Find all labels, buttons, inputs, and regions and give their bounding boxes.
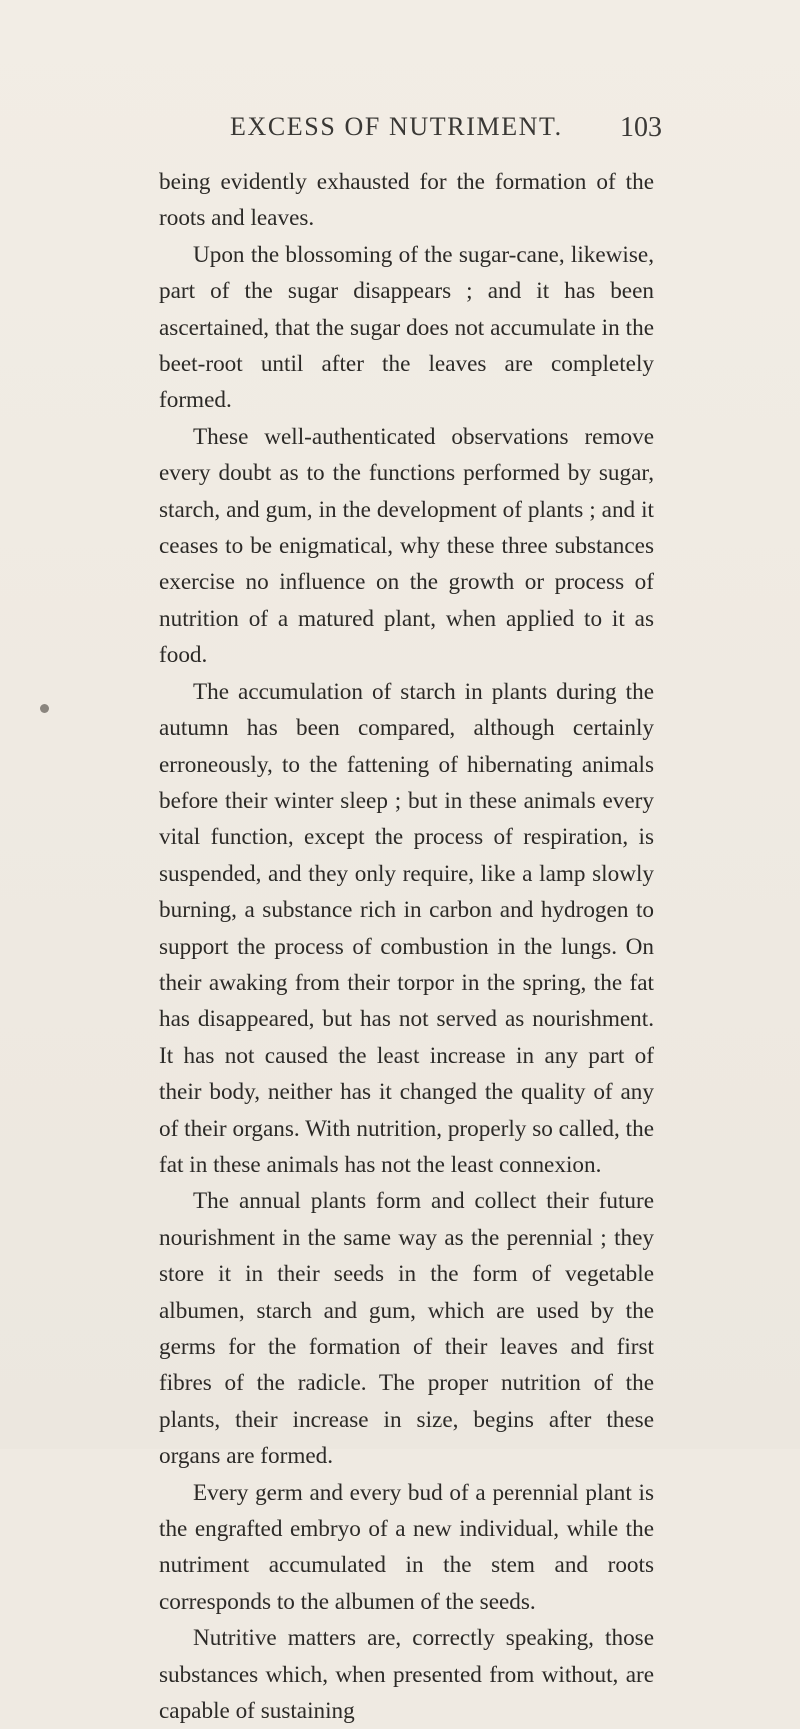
page-number: 103 [620,112,662,143]
paragraph: Upon the blossoming of the sugar-cane, likewise, part of the sugar disappears ; and it has been ascertained, that the sugar does not accumulate in the beet-root until after the leaves are completely formed. [159,241,654,414]
paragraph: The annual plants form and collect their future nourishment in the same way as the perennial ; they store it in their seeds in the form of vegetable albumen, starch and gum, which are used by the germs for the formation of their leaves and first fibres of the radicle. The proper nutrition of the plants, their increase in size, begins after these organs are formed. [159,1188,654,1470]
paragraph: These well-authenticated observations remove every doubt as to the functions performed by sugar, starch, and gum, in the development of plants ; and it ceases to be enigmatical, why these three substances exercise no influence on the growth or process of nutrition of a matured plant, when applied to it as food. [159,423,654,669]
running-head: EXCESS OF NUTRIMENT. [230,112,563,141]
page-header [0,112,800,152]
paragraph: being evidently exhausted for the formation of the roots and leaves. [159,169,654,232]
paragraph: Every germ and every bud of a perennial plant is the engrafted embryo of a new individual, while the nutriment accumulated in the stem and roots corresponds to the albumen of the seeds. [159,1479,654,1615]
margin-mark [40,704,49,713]
paragraph: The accumulation of starch in plants during the autumn has been compared, although certainly erroneously, to the fattening of hibernating animals before their winter sleep ; but in these animals every vital function, except the process of respiration, is suspended, and they only require, like a lamp slowly burning, a substance rich in carbon and hydrogen to support the process of combustion in the lungs. On their awaking from their torpor in the spring, the fat has disappeared, but has not served as nourishment. It has not caused the least increase in any part of their body, neither has it changed the quality of any of their organs. With nutrition, properly so called, the fat in these animals has not the least connexion. [159,678,654,1178]
paragraph: Nutritive matters are, correctly speaking, those substances which, when presented from without, are capable of sustaining [159,1625,654,1725]
body-text [159,164,654,1729]
